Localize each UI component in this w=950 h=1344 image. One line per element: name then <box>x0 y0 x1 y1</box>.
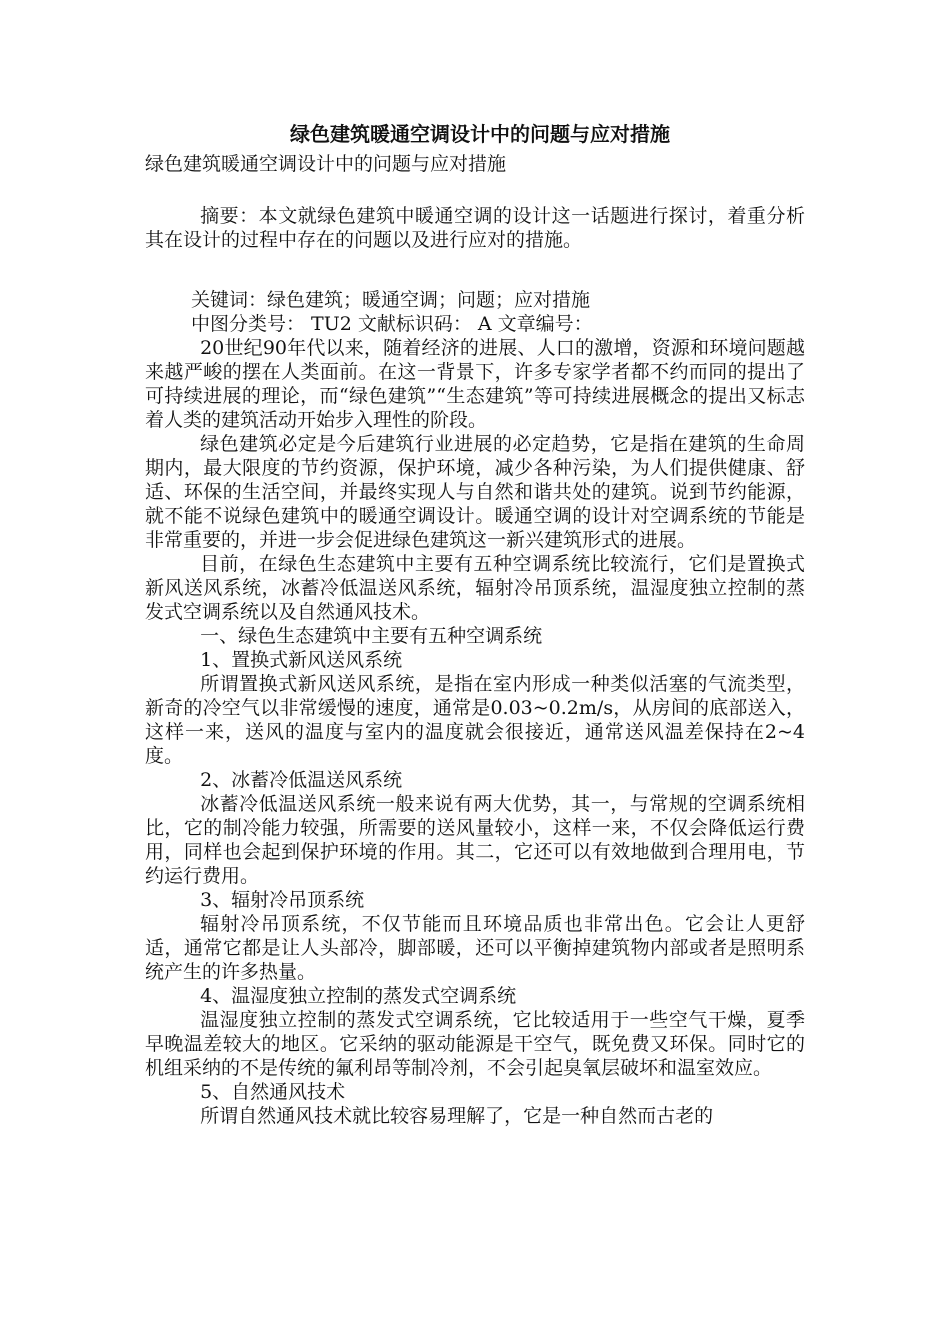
section-heading: 一、绿色生态建筑中主要有五种空调系统 <box>200 625 543 647</box>
body-paragraph: 绿色建筑必定是今后建筑行业进展的必定趋势，它是指在建筑的生命周期内，最大限度的节约资源，保护环境，减少各种污染，为人们提供健康、舒适、环保的生活空间，并最终实现人与自然和谐共处的建筑。说到节约能源，就不能不说绿色建筑中的暖通空调设计。暖通空调的设计对空调系统的节能是非常重要的，并进一步会促进绿色建筑这一新兴建筑形式的进展。 <box>145 433 805 551</box>
subsection-heading: 5、自然通风技术 <box>200 1081 346 1103</box>
document-page <box>145 118 805 1128</box>
body-paragraph: 20世纪90年代以来，随着经济的进展、人口的激增，资源和环境问题越来越严峻的摆在人类面前。在这一背景下，许多专家学者都不约而同的提出了可持续进展的理论，而“绿色建筑”“生态建筑”等可持续进展概念的提出又标志着人类的建筑活动开始步入理性的阶段。 <box>145 337 805 431</box>
document-subtitle: 绿色建筑暖通空调设计中的问题与应对措施 <box>145 153 507 175</box>
subsection-heading: 4、温湿度独立控制的蒸发式空调系统 <box>200 985 517 1007</box>
classification-line: 中图分类号： TU2 文献标识码： A 文章编号： <box>191 313 593 335</box>
subsection-heading: 1、置换式新风送风系统 <box>200 649 403 671</box>
subsection-paragraph: 冰蓄冷低温送风系统一般来说有两大优势，其一，与常规的空调系统相比，它的制冷能力较强，所需要的送风量较小，这样一来，不仅会降低运行费用，同样也会起到保护环境的作用。其二，它还可以有效地做到合理用电，节约运行费用。 <box>145 793 805 887</box>
spacer <box>145 178 805 204</box>
body-paragraph: 目前，在绿色生态建筑中主要有五种空调系统比较流行，它们是置换式新风送风系统，冰蓄冷低温送风系统，辐射冷吊顶系统，温湿度独立控制的蒸发式空调系统以及自然通风技术。 <box>145 553 805 623</box>
subsection-paragraph: 所谓自然通风技术就比较容易理解了，它是一种自然而古老的 <box>200 1105 714 1127</box>
subsection-heading: 2、冰蓄冷低温送风系统 <box>200 769 403 791</box>
subsection-paragraph: 所谓置换式新风送风系统，是指在室内形成一种类似活塞的气流类型，新奇的冷空气以非常缓慢的速度，通常是0.03~0.2m/s，从房间的底部送入，这样一来，送风的温度与室内的温度就会很接近，通常送风温差保持在2~4度。 <box>145 673 805 767</box>
subsection-paragraph: 温湿度独立控制的蒸发式空调系统，它比较适用于一些空气干燥，夏季早晚温差较大的地区。它采纳的驱动能源是干空气，既免费又环保。同时它的机组采纳的不是传统的氟利昂等制冷剂，不会引起臭氧层破坏和温室效应。 <box>145 1009 805 1079</box>
subsection-paragraph: 辐射冷吊顶系统，不仅节能而且环境品质也非常出色。它会让人更舒适，通常它都是让人头部冷，脚部暖，还可以平衡掉建筑物内部或者是照明系统产生的许多热量。 <box>145 913 805 983</box>
subsection-heading: 3、辐射冷吊顶系统 <box>200 889 365 911</box>
abstract-paragraph: 摘要：本文就绿色建筑中暖通空调的设计这一话题进行探讨，着重分析其在设计的过程中存在的问题以及进行应对的措施。 <box>145 205 805 251</box>
spacer <box>145 252 805 288</box>
keywords-line: 关键词：绿色建筑；暖通空调；问题；应对措施 <box>191 289 591 311</box>
document-title: 绿色建筑暖通空调设计中的问题与应对措施 <box>290 122 670 146</box>
